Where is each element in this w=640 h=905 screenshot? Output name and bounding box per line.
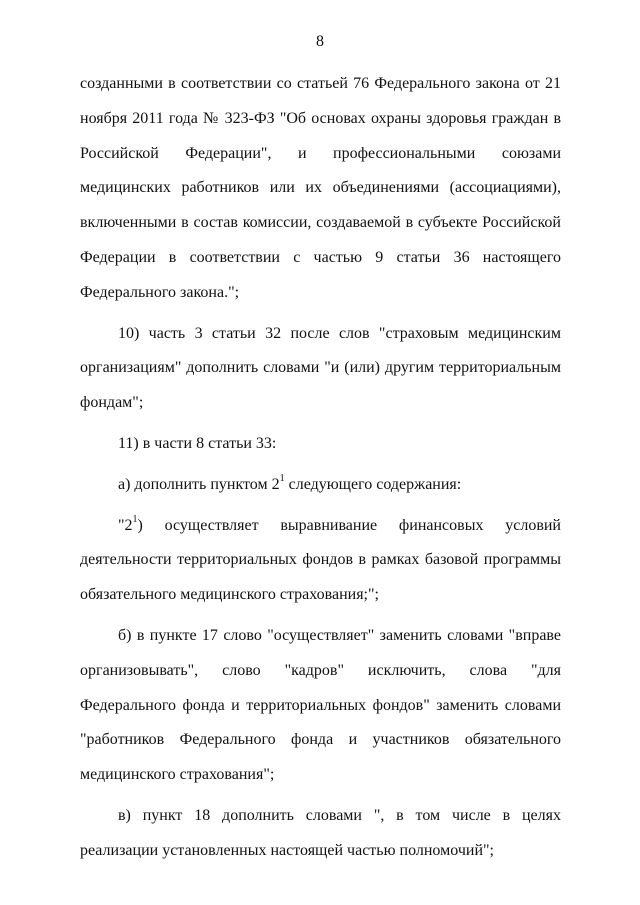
subitem-a-text: а) дополнить пунктом 2: [118, 475, 280, 493]
paragraph-item-11: 11) в части 8 статьи 33:: [118, 434, 277, 452]
paragraph-subitem-v: в) пункт 18 дополнить словами ", в том числе в целях реализации установленных настоящей частью полномочий";: [80, 806, 561, 859]
paragraph-subitem-a: [80, 468, 561, 503]
document-body: [80, 67, 561, 869]
subitem-a-text-end: следующего содержания:: [284, 475, 462, 493]
paragraph-subitem-b: б) в пункте 17 слово "осуществляет" заменить словами "вправе организовывать", слово "кадров" исключить, слова "для Федерального фонда и территориальных фондов" заменить словами "работников Федерального фонда и участников обязательного медицинского страхования";: [80, 626, 561, 784]
superscript-index: 1: [132, 514, 138, 526]
paragraph-continuation: созданными в соответствии со статьей 76 Федерального закона от 21 ноября 2011 года № 323-ФЗ "Об основах охраны здоровья граждан в Российской Федерации", и профессиональными союзами медицинских работников или их объединениями (ассоциациями), включенными в состав комиссии, создаваемой в субъекте Российской Федерации в соответствии с частью 9 статьи 36 настоящего Федерального закона.";: [80, 75, 561, 301]
paragraph-item-10: 10) часть 3 статьи 32 после слов "страховым медицинским организациям" дополнить словами "и (или) другим территориальным фондам";: [80, 324, 561, 412]
quoted-point-start: "2: [118, 516, 133, 534]
page-number: 8: [316, 33, 324, 50]
paragraph-quoted-point: [80, 509, 561, 613]
quoted-point-text: ) осуществляет выравнивание финансовых условий деятельности территориальных фондов в рамках базовой программы обязательного медицинского страхования;";: [80, 516, 561, 604]
superscript-index: 1: [279, 473, 285, 485]
